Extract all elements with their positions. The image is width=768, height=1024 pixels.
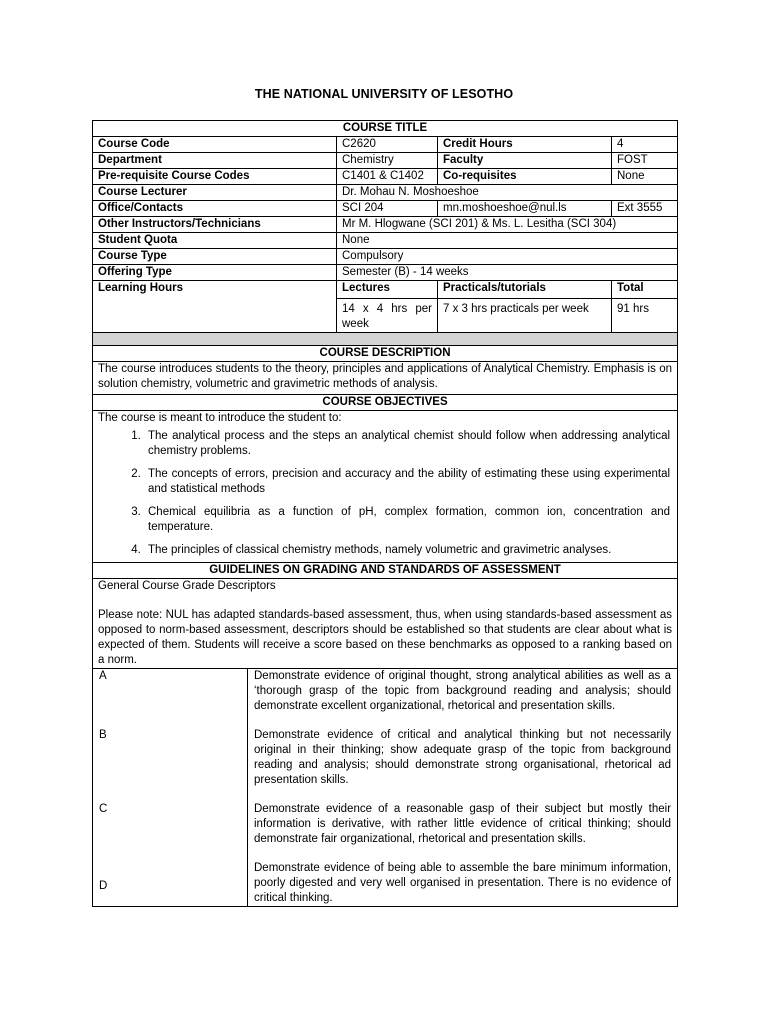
offering-value: Semester (B) - 14 weeks [337, 265, 678, 281]
learning-hours-label: Learning Hours [93, 281, 337, 333]
prereq-label: Pre-requisite Course Codes [93, 169, 337, 185]
university-title: THE NATIONAL UNIVERSITY OF LESOTHO [254, 87, 514, 101]
credit-hours-label: Credit Hours [438, 137, 612, 153]
office-label: Office/Contacts [93, 201, 337, 217]
extension-value: Ext 3555 [612, 201, 678, 217]
course-type-label: Course Type [93, 249, 337, 265]
email-value: mn.moshoeshoe@nul.ls [438, 201, 612, 217]
grade-description: Demonstrate evidence of critical and analytical thinking but not necessarily original in their thinking; show adequate grasp of the topic from background reading and analysis; should demonstrate strong organisational, rhetorical ad presentation skills. [254, 729, 672, 786]
description-text: The course introduces students to the theory, principles and applications of Analytical Chemistry. Emphasis is on solution chemistry, volumetric and gravimetric methods of analysis. [93, 362, 678, 395]
grading-note-row [93, 579, 678, 669]
grade-letter: D [93, 861, 248, 906]
department-value: Chemistry [337, 153, 438, 169]
grades-table [93, 669, 677, 906]
office-value: SCI 204 [337, 201, 438, 217]
grading-general: General Course Grade Descriptors [98, 580, 276, 592]
grades-row [93, 669, 678, 907]
practicals-header: Practicals/tutorials [438, 281, 612, 299]
objective-item: 2. The concepts of errors, precision and accuracy and the ability of estimating these using experimental and statistical methods [144, 467, 672, 497]
description-row [93, 362, 678, 395]
faculty-value: FOST [612, 153, 678, 169]
objective-item: 1. The analytical process and the steps an analytical chemist should follow when addressing analytical chemistry problems. [144, 429, 672, 459]
lectures-value: 14 x 4 hrs per week [337, 299, 438, 333]
quota-label: Student Quota [93, 233, 337, 249]
grade-letter: A [93, 669, 248, 728]
offering-row [93, 265, 678, 281]
course-code-value: C2620 [337, 137, 438, 153]
objectives-cell [93, 411, 678, 563]
prereq-row [93, 169, 678, 185]
grading-note-cell [93, 579, 678, 669]
objectives-header: COURSE OBJECTIVES [93, 395, 678, 411]
coreq-value: None [612, 169, 678, 185]
objective-item: 3. Chemical equilibria as a function of pH, complex formation, common ion, concentration and temperature. [144, 505, 672, 535]
grading-header: GUIDELINES ON GRADING AND STANDARDS OF ASSESSMENT [93, 563, 678, 579]
course-title-row [93, 121, 678, 137]
course-title-header: COURSE TITLE [93, 121, 678, 137]
description-header: COURSE DESCRIPTION [93, 346, 678, 362]
grade-description: Demonstrate evidence of being able to assemble the bare minimum information, poorly digested and very well organised in presentation. There is no evidence of critical thinking. [254, 862, 672, 904]
grade-row [93, 728, 677, 802]
grading-note: Please note: NUL has adapted standards-based assessment, thus, when using standards-based assessment as opposed to norm-based assessment, descriptors should be established so that students are clear about what is expected of them. Students will receive a score based on these benchmarks as opposed to a ranking based on a norm. [98, 609, 673, 666]
lectures-header: Lectures [337, 281, 438, 299]
grey-divider [93, 333, 678, 346]
other-instructors-row [93, 217, 678, 233]
faculty-label: Faculty [438, 153, 612, 169]
grades-cell [93, 669, 678, 907]
course-code-label: Course Code [93, 137, 337, 153]
objectives-row [93, 411, 678, 563]
divider-row [93, 333, 678, 346]
grade-letter: B [93, 728, 248, 802]
course-table [92, 120, 678, 907]
department-row [93, 153, 678, 169]
lecturer-label: Course Lecturer [93, 185, 337, 201]
other-instructors-label: Other Instructors/Technicians [93, 217, 337, 233]
lecturer-row [93, 185, 678, 201]
office-row [93, 201, 678, 217]
quota-value: None [337, 233, 678, 249]
department-label: Department [93, 153, 337, 169]
grade-letter: C [93, 802, 248, 861]
offering-label: Offering Type [93, 265, 337, 281]
total-header: Total [612, 281, 678, 299]
grading-header-row [93, 563, 678, 579]
grade-description: Demonstrate evidence of a reasonable gasp of their subject but mostly their information is derivative, with rather little evidence of critical thinking; should demonstrate fair organizational, rhetorical and presentation skills. [254, 803, 672, 845]
coreq-label: Co-requisites [438, 169, 612, 185]
grade-row [93, 861, 677, 906]
grade-row [93, 669, 677, 728]
course-type-row [93, 249, 678, 265]
lecturer-value: Dr. Mohau N. Moshoeshoe [337, 185, 678, 201]
objectives-intro: The course is meant to introduce the student to: [98, 412, 342, 424]
objectives-list [98, 429, 672, 558]
prereq-value: C1401 & C1402 [337, 169, 438, 185]
grade-row [93, 802, 677, 861]
credit-hours-value: 4 [612, 137, 678, 153]
description-header-row [93, 346, 678, 362]
course-code-row [93, 137, 678, 153]
learning-hours-header-row [93, 281, 678, 299]
objective-item: 4. The principles of classical chemistry methods, namely volumetric and gravimetric analyses. [144, 543, 672, 558]
practicals-value: 7 x 3 hrs practicals per week [438, 299, 612, 333]
total-value: 91 hrs [612, 299, 678, 333]
course-type-value: Compulsory [337, 249, 678, 265]
quota-row [93, 233, 678, 249]
objectives-header-row [93, 395, 678, 411]
grade-description: Demonstrate evidence of original thought, strong analytical abilities as well as a ‘thorough grasp of the topic from background reading and analysis; should demonstrate excellent organizational, rhetorical and presentation skills. [254, 670, 672, 712]
other-instructors-value: Mr M. Hlogwane (SCI 201) & Ms. L. Lesitha (SCI 304) [337, 217, 678, 233]
